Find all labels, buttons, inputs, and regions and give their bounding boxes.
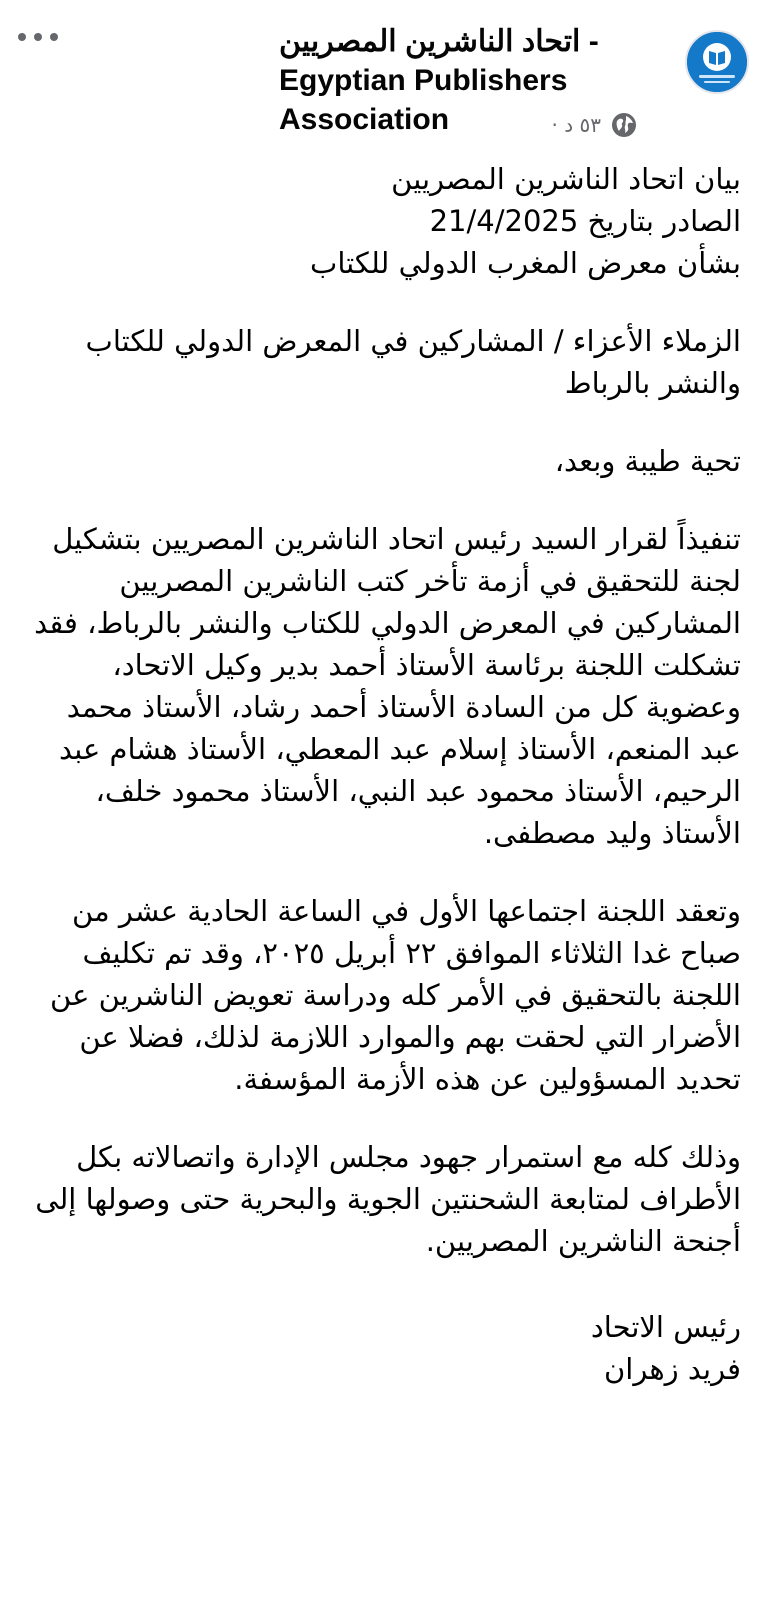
globe-icon[interactable] bbox=[611, 112, 637, 138]
more-options-button[interactable] bbox=[18, 22, 58, 52]
spacer bbox=[21, 1100, 741, 1136]
spacer bbox=[21, 1262, 741, 1306]
spacer bbox=[21, 482, 741, 518]
more-options-dot bbox=[34, 33, 42, 41]
paragraph-committee: تنفيذاً لقرار السيد رئيس اتحاد الناشرين المصريين بتشكيل لجنة للتحقيق في أزمة تأخر كتب الناشرين المصريين المشاركين في المعرض الدولي للكتاب والنشر بالرباط، فقد تشكلت اللجنة برئاسة الأستاذ أحمد بدير وكيل الاتحاد، وعضوية كل من السادة الأستاذ أحمد رشاد، الأستاذ محمد عبد المنعم، الأستاذ إسلام عبد المعطي، الأستاذ هشام عبد الرحيم، الأستاذ محمود عبد النبي، الأستاذ محمود خلف، الأستاذ وليد مصطفى. bbox=[34, 522, 741, 850]
post-time[interactable]: ٥٣ د · bbox=[551, 113, 601, 137]
post-meta bbox=[552, 110, 637, 140]
more-options-icon bbox=[18, 33, 26, 41]
page-avatar[interactable] bbox=[685, 30, 749, 94]
post-text bbox=[21, 158, 741, 1390]
spacer bbox=[21, 404, 741, 440]
publishers-logo-icon bbox=[687, 32, 747, 92]
greeting: تحية طيبة وبعد، bbox=[554, 444, 741, 478]
statement-heading: بيان اتحاد الناشرين المصريين الصادر بتاريخ 21/4/2025 بشأن معرض المغرب الدولي للكتاب bbox=[310, 162, 741, 280]
signature-name: فريد زهران bbox=[603, 1352, 741, 1386]
post-header bbox=[0, 0, 763, 150]
signature-title: رئيس الاتحاد bbox=[590, 1310, 741, 1344]
paragraph-meeting: وتعقد اللجنة اجتماعها الأول في الساعة الحادية عشر من صباح غدا الثلاثاء الموافق ٢٢ أبريل ٢٠٢٥، وقد تم تكليف اللجنة بالتحقيق في الأمر كله ودراسة تعويض الناشرين عن الأضرار التي لحقت بهم والموارد اللازمة لذلك، فضلا عن تحديد المسؤولين عن هذه الأزمة المؤسفة. bbox=[50, 894, 741, 1096]
addressee: الزملاء الأعزاء / المشاركين في المعرض الدولي للكتاب والنشر بالرباط bbox=[85, 324, 741, 400]
page-name[interactable]: اتحاد الناشرين المصريين - Egyptian Publishers Association bbox=[279, 25, 599, 136]
paragraph-board: وذلك كله مع استمرار جهود مجلس الإدارة واتصالاته بكل الأطراف لمتابعة الشحنتين الجوية والبحرية حتى وصولها إلى أجنحة الناشرين المصريين. bbox=[35, 1140, 741, 1258]
spacer bbox=[21, 854, 741, 890]
more-options-dot bbox=[50, 33, 58, 41]
spacer bbox=[21, 284, 741, 320]
